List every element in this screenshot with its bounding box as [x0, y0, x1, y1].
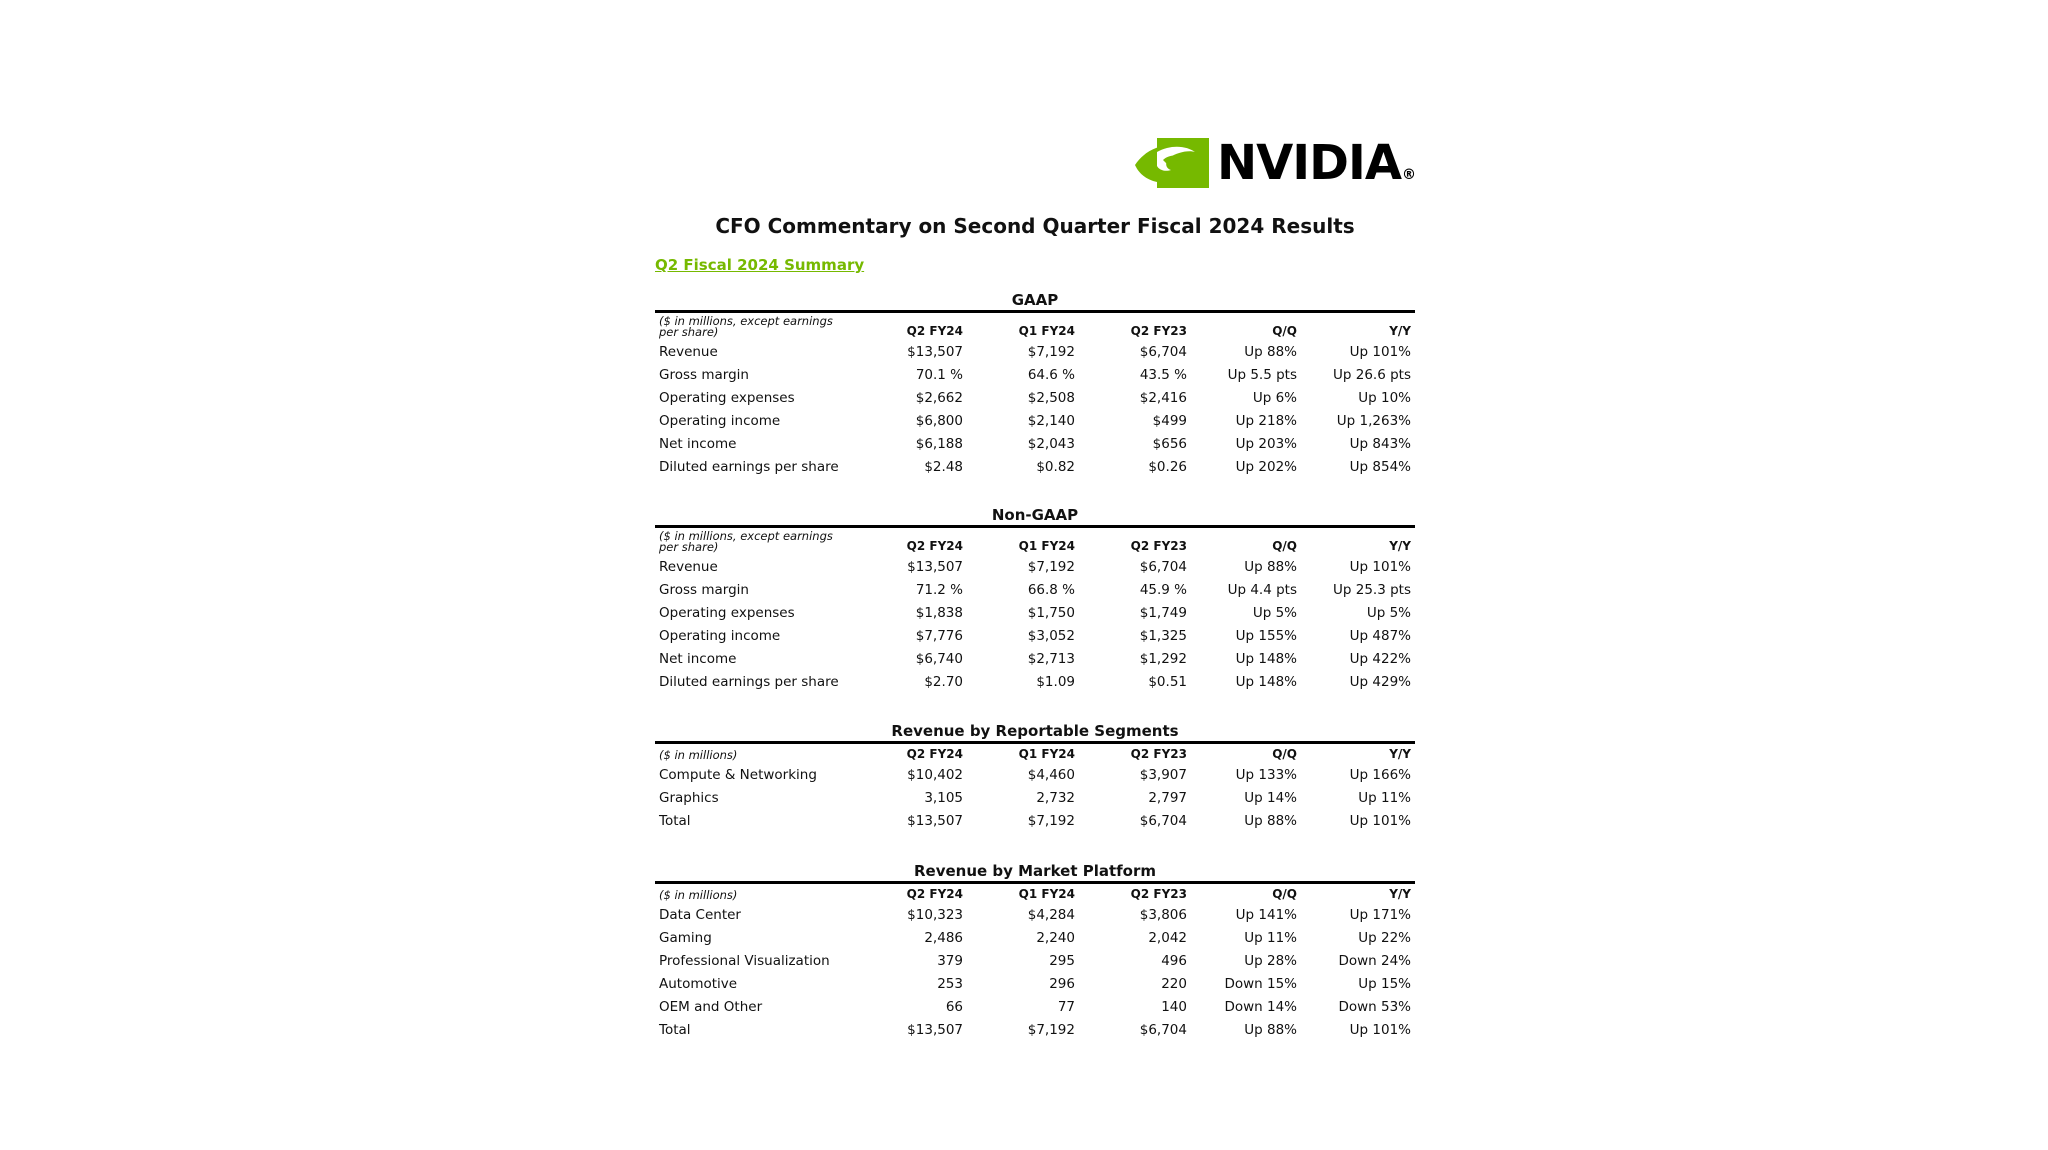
table-cell: $7,776	[915, 627, 963, 644]
table-cell: 66.8 %	[1027, 581, 1075, 598]
table-cell: 296	[1049, 975, 1075, 992]
row-label: Gaming	[659, 929, 712, 946]
column-header: Q/Q	[1272, 747, 1297, 761]
table-cell: Up 11%	[1244, 929, 1297, 946]
table-cell: $10,323	[907, 906, 963, 923]
table-cell: Up 101%	[1349, 1021, 1411, 1038]
row-label: Operating expenses	[659, 604, 795, 621]
table-header-row	[655, 743, 1415, 764]
table-cell: $3,806	[1139, 906, 1187, 923]
table-row	[655, 409, 1415, 432]
table-cell: Down 53%	[1338, 998, 1411, 1015]
table-cell: $2,713	[1027, 650, 1075, 667]
column-header: Y/Y	[1389, 887, 1411, 901]
column-header: Q1 FY24	[1018, 539, 1075, 553]
table-cell: Up 15%	[1358, 975, 1411, 992]
page-title: CFO Commentary on Second Quarter Fiscal 2024 Results	[715, 214, 1355, 238]
row-label: Total	[659, 812, 691, 829]
table-cell: 2,797	[1148, 789, 1187, 806]
table-cell: $2,416	[1139, 389, 1187, 406]
table-cell: $6,704	[1139, 1021, 1187, 1038]
table-row	[655, 432, 1415, 455]
table-row	[655, 386, 1415, 409]
table-cell: $6,704	[1139, 343, 1187, 360]
row-label: Automotive	[659, 975, 738, 992]
table-units-label: ($ in millions)	[659, 748, 738, 762]
table-row	[655, 763, 1415, 786]
table-cell: $7,192	[1027, 812, 1075, 829]
table-cell: 253	[937, 975, 963, 992]
table-row	[655, 903, 1415, 926]
table-row	[655, 340, 1415, 363]
table-cell: 140	[1161, 998, 1187, 1015]
table-cell: $4,284	[1027, 906, 1075, 923]
table-cell: Down 14%	[1224, 998, 1297, 1015]
table-row	[655, 786, 1415, 809]
table-cell: Up 88%	[1244, 558, 1297, 575]
row-label: Graphics	[659, 789, 719, 806]
table-cell: Up 5%	[1252, 604, 1297, 621]
table-cell: Up 148%	[1235, 650, 1297, 667]
table-cell: Up 26.6 pts	[1333, 366, 1411, 383]
row-label: Net income	[659, 435, 737, 452]
row-label: Operating expenses	[659, 389, 795, 406]
column-header: Q2 FY23	[1130, 887, 1187, 901]
table-cell: $2,662	[915, 389, 963, 406]
column-header: Q1 FY24	[1018, 324, 1075, 338]
table-cell: 295	[1049, 952, 1075, 969]
table-cell: $13,507	[907, 558, 963, 575]
table-cell: $13,507	[907, 1021, 963, 1038]
table-units-label: ($ in millions, except earnings per share)	[659, 314, 833, 339]
segments-section	[655, 721, 1415, 832]
table-cell: 379	[937, 952, 963, 969]
table-cell: $3,052	[1027, 627, 1075, 644]
table-cell: Up 14%	[1244, 789, 1297, 806]
table-cell: Up 1,263%	[1336, 412, 1411, 429]
row-label: OEM and Other	[659, 998, 763, 1015]
table-cell: 45.9 %	[1139, 581, 1187, 598]
table-cell: Up 141%	[1235, 906, 1297, 923]
table-cell: Up 88%	[1244, 812, 1297, 829]
table-cell: Up 5%	[1366, 604, 1411, 621]
table-cell: $1,749	[1139, 604, 1187, 621]
table-row	[655, 555, 1415, 578]
table-cell: $656	[1152, 435, 1187, 452]
row-label: Gross margin	[659, 366, 749, 383]
row-label: Diluted earnings per share	[659, 673, 839, 690]
row-label: Operating income	[659, 412, 781, 429]
table-cell: $7,192	[1027, 558, 1075, 575]
table-cell: $2,508	[1027, 389, 1075, 406]
table-cell: $1,325	[1139, 627, 1187, 644]
table-cell: $6,800	[915, 412, 963, 429]
column-header: Q2 FY24	[906, 887, 963, 901]
table-cell: $499	[1152, 412, 1187, 429]
table-cell: Up 10%	[1358, 389, 1411, 406]
table-row	[655, 972, 1415, 995]
segments-table	[655, 741, 1415, 832]
table-cell: $1,750	[1027, 604, 1075, 621]
table-cell: $2,140	[1027, 412, 1075, 429]
table-row	[655, 647, 1415, 670]
table-row	[655, 670, 1415, 693]
table-cell: $1,838	[915, 604, 963, 621]
table-cell: $2.48	[924, 458, 963, 475]
row-label: Revenue	[659, 343, 718, 360]
column-header: Q2 FY23	[1130, 539, 1187, 553]
table-cell: Down 15%	[1224, 975, 1297, 992]
table-cell: $2.70	[924, 673, 963, 690]
table-row	[655, 578, 1415, 601]
table-cell: Up 88%	[1244, 343, 1297, 360]
column-header: Q2 FY24	[906, 324, 963, 338]
table-cell: 71.2 %	[915, 581, 963, 598]
table-cell: $1.09	[1036, 673, 1075, 690]
table-cell: $13,507	[907, 812, 963, 829]
table-cell: 77	[1057, 998, 1075, 1015]
row-label: Professional Visualization	[659, 952, 830, 969]
table-cell: 2,042	[1148, 929, 1187, 946]
table-cell: $0.51	[1148, 673, 1187, 690]
table-cell: $0.82	[1036, 458, 1075, 475]
column-header: Q1 FY24	[1018, 747, 1075, 761]
table-row	[655, 601, 1415, 624]
table-row	[655, 995, 1415, 1018]
column-header: Q2 FY23	[1130, 747, 1187, 761]
table-cell: $7,192	[1027, 343, 1075, 360]
table-cell: $6,188	[915, 435, 963, 452]
table-cell: Up 5.5 pts	[1227, 366, 1297, 383]
nvidia-eye-icon	[1135, 138, 1209, 188]
row-label: Revenue	[659, 558, 718, 575]
column-header: Q/Q	[1272, 324, 1297, 338]
table-header-row	[655, 883, 1415, 904]
table-cell: Up 101%	[1349, 558, 1411, 575]
table-cell: Up 218%	[1235, 412, 1297, 429]
table-cell: Up 25.3 pts	[1333, 581, 1411, 598]
row-label: Data Center	[659, 906, 741, 923]
table-cell: Up 101%	[1349, 343, 1411, 360]
column-header: Y/Y	[1389, 747, 1411, 761]
non-gaap-title: Non-GAAP	[991, 506, 1079, 524]
table-cell: Up 28%	[1244, 952, 1297, 969]
nvidia-logo	[1135, 135, 1415, 191]
table-cell: Up 88%	[1244, 1021, 1297, 1038]
table-cell: 64.6 %	[1027, 366, 1075, 383]
platforms-section	[655, 861, 1415, 1041]
summary-link[interactable]: Q2 Fiscal 2024 Summary	[655, 256, 865, 274]
table-cell: Up 171%	[1349, 906, 1411, 923]
table-cell: Up 202%	[1235, 458, 1297, 475]
table-cell: Up 22%	[1358, 929, 1411, 946]
table-cell: 496	[1161, 952, 1187, 969]
table-cell: Up 166%	[1349, 766, 1411, 783]
table-units-label: ($ in millions)	[659, 888, 738, 902]
table-cell: 66	[945, 998, 963, 1015]
platforms-table	[655, 881, 1415, 1041]
table-cell: 3,105	[924, 789, 963, 806]
table-row	[655, 624, 1415, 647]
table-row	[655, 809, 1415, 832]
nvidia-wordmark: NVIDIA®	[1216, 135, 1415, 191]
table-cell: Up 101%	[1349, 812, 1411, 829]
gaap-section	[655, 290, 1415, 478]
table-cell: $10,402	[907, 766, 963, 783]
non-gaap-table	[655, 525, 1415, 693]
table-cell: $6,740	[915, 650, 963, 667]
table-header-row	[655, 312, 1415, 341]
table-cell: $6,704	[1139, 558, 1187, 575]
table-row	[655, 455, 1415, 478]
table-row	[655, 926, 1415, 949]
column-header: Q2 FY24	[906, 747, 963, 761]
table-cell: Up 422%	[1349, 650, 1411, 667]
table-cell: $13,507	[907, 343, 963, 360]
table-cell: $0.26	[1148, 458, 1187, 475]
table-cell: 2,732	[1036, 789, 1075, 806]
table-cell: $2,043	[1027, 435, 1075, 452]
table-units-label: ($ in millions, except earnings per share)	[659, 529, 833, 554]
column-header: Q/Q	[1272, 539, 1297, 553]
row-label: Operating income	[659, 627, 781, 644]
table-cell: 220	[1161, 975, 1187, 992]
table-cell: Down 24%	[1338, 952, 1411, 969]
table-row	[655, 949, 1415, 972]
table-row	[655, 1018, 1415, 1041]
column-header: Q1 FY24	[1018, 887, 1075, 901]
table-cell: 2,486	[924, 929, 963, 946]
table-cell: Up 11%	[1358, 789, 1411, 806]
segments-title: Revenue by Reportable Segments	[891, 722, 1179, 740]
table-cell: Up 6%	[1252, 389, 1297, 406]
table-cell: Up 4.4 pts	[1227, 581, 1297, 598]
row-label: Net income	[659, 650, 737, 667]
column-header: Q2 FY23	[1130, 324, 1187, 338]
table-cell: $3,907	[1139, 766, 1187, 783]
table-cell: Up 155%	[1235, 627, 1297, 644]
column-header: Y/Y	[1389, 539, 1411, 553]
non-gaap-section	[655, 505, 1415, 693]
column-header: Y/Y	[1389, 324, 1411, 338]
table-cell: Up 429%	[1349, 673, 1411, 690]
column-header: Q/Q	[1272, 887, 1297, 901]
row-label: Total	[659, 1021, 691, 1038]
column-header: Q2 FY24	[906, 539, 963, 553]
table-cell: 2,240	[1036, 929, 1075, 946]
row-label: Gross margin	[659, 581, 749, 598]
table-cell: Up 843%	[1349, 435, 1411, 452]
table-cell: $1,292	[1139, 650, 1187, 667]
table-cell: $7,192	[1027, 1021, 1075, 1038]
platforms-title: Revenue by Market Platform	[913, 862, 1157, 880]
table-row	[655, 363, 1415, 386]
table-cell: $4,460	[1027, 766, 1075, 783]
table-header-row	[655, 527, 1415, 556]
table-cell: Up 203%	[1235, 435, 1297, 452]
gaap-table	[655, 310, 1415, 478]
gaap-title: GAAP	[1011, 291, 1059, 309]
row-label: Compute & Networking	[659, 766, 817, 783]
table-cell: Up 487%	[1349, 627, 1411, 644]
table-cell: Up 854%	[1349, 458, 1411, 475]
table-cell: 43.5 %	[1139, 366, 1187, 383]
table-cell: 70.1 %	[915, 366, 963, 383]
table-cell: Up 133%	[1235, 766, 1297, 783]
table-cell: $6,704	[1139, 812, 1187, 829]
table-cell: Up 148%	[1235, 673, 1297, 690]
row-label: Diluted earnings per share	[659, 458, 839, 475]
